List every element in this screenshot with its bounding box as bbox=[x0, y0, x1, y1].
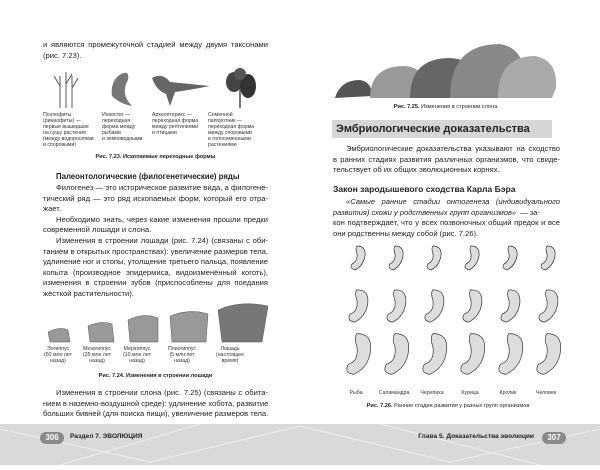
figure-item-caption: форма между bbox=[102, 124, 136, 130]
horse-caption: назад) bbox=[174, 358, 190, 364]
paragraph-line: тельствует об их общих эволюционных корнях. bbox=[333, 165, 500, 175]
horse-caption: Плиогиппус bbox=[167, 346, 197, 352]
paragraph-line: жёсткой растительности). bbox=[43, 289, 134, 298]
figure-caption-text: Изменения в строении лошади bbox=[126, 373, 213, 379]
paragraph-line: Изменения в строении слона (рис. 7.25) (связаны с обита- bbox=[56, 388, 268, 397]
quote-tail: — за- bbox=[520, 207, 540, 217]
figure-item-caption: и птицами bbox=[152, 130, 177, 136]
section-title: Раздел 7. ЭВОЛЮЦИЯ bbox=[70, 433, 143, 440]
paragraph-line: нием в наземно-воздушной среде): удлинение хобота, развитие bbox=[43, 398, 269, 408]
footer-pattern bbox=[0, 424, 600, 465]
figure-item-caption: и земноводными bbox=[102, 136, 143, 142]
embryo-icon bbox=[389, 246, 403, 270]
embryo-icon bbox=[499, 334, 523, 375]
embryo-icon bbox=[537, 334, 561, 375]
moeritherium-icon bbox=[335, 80, 372, 98]
figure-item-caption: на сушу растения bbox=[43, 130, 86, 136]
figure-item-caption: рыбами bbox=[102, 130, 121, 136]
intro-text: и являются промежуточной стадией между двумя таксонами bbox=[43, 40, 268, 49]
merychippus-icon bbox=[128, 315, 158, 342]
paragraph-line: они родственны между собой (рис. 7.26). bbox=[333, 228, 479, 238]
horse-caption: Эогиппус bbox=[46, 346, 70, 352]
embryo-icon bbox=[539, 290, 558, 322]
horse-caption: назад) bbox=[89, 358, 105, 364]
embryo-icon bbox=[465, 246, 479, 270]
horse-caption: назад) bbox=[50, 358, 66, 364]
page-number-left: 306 bbox=[40, 432, 64, 444]
horse-caption: Мерігиппус bbox=[123, 346, 151, 352]
chapter-title: Глава 5. Доказательства эволюции bbox=[418, 433, 534, 440]
horse-caption: (5 млн лет bbox=[169, 352, 195, 358]
quote-line: «Самые ранние стадии онтогенеза (индивидуального bbox=[346, 197, 560, 206]
embryo-icon bbox=[423, 334, 447, 375]
organism-label: Саламандра bbox=[378, 390, 410, 396]
embryo-icon bbox=[385, 334, 409, 375]
paragraph-line: Филогенез — это историческое развитие вида, а филогене- bbox=[56, 183, 268, 192]
mesohippus-icon bbox=[88, 322, 114, 342]
figure-caption bbox=[333, 104, 558, 110]
figure-item-caption: первые вышедшие bbox=[43, 124, 89, 130]
seed-fern-icon bbox=[226, 68, 256, 108]
figure-caption-text: Ископаемые переходные формы bbox=[122, 154, 216, 160]
embryo-icon bbox=[351, 246, 365, 270]
figure-item-caption: папоротник — bbox=[208, 118, 243, 124]
horse-evolution-illustration bbox=[40, 300, 280, 345]
paragraph-line: удлинение ног и стопы, утолщение третьего пальца, появление bbox=[43, 257, 268, 267]
paragraph-line: Изменения в строении лошади (рис. 7.24) (связаны с оби- bbox=[56, 236, 268, 245]
horse-caption: (10 млн лет bbox=[123, 352, 151, 358]
paragraph-line: Необходимо знать, через какие изменения прошли предки bbox=[56, 214, 268, 224]
organism-label: Курица bbox=[461, 390, 479, 396]
embryo-icon bbox=[463, 290, 482, 322]
paragraph-line: изменения в строении зубов (приспособлены для поедания bbox=[43, 278, 268, 288]
paragraph-line: жает. bbox=[43, 204, 62, 214]
figure-item-caption: переходная форма bbox=[208, 124, 255, 130]
paragraph-line: современной лошади и слона. bbox=[43, 225, 152, 235]
horse-caption: (настоящее bbox=[215, 352, 245, 358]
organism-label: Черепаха bbox=[420, 390, 444, 396]
section-heading-text: Эмбриологические доказательства bbox=[336, 123, 530, 135]
section-heading: Палеонтологические (филогенетические) ряды bbox=[56, 172, 240, 181]
embryo-icon bbox=[425, 290, 444, 322]
paragraph-line: танием в открытых пространствах): увеличение размеров тела, bbox=[43, 246, 268, 256]
figure-item-caption: и голосеменными bbox=[208, 136, 251, 142]
figure-label: Рис. 7.26. bbox=[366, 403, 393, 409]
figure-caption-text: Ранние стадии развития у разных групп организмов bbox=[394, 403, 530, 409]
eohippus-icon bbox=[48, 328, 70, 342]
paragraph-line: больших бивней (для поиска пищи), увеличение размеров тела. bbox=[43, 409, 269, 419]
embryo-icon bbox=[347, 334, 371, 375]
intro-text: (рис. 7.23). bbox=[43, 50, 82, 60]
section-heading-box bbox=[332, 120, 552, 138]
figure-item-caption: и споровыми) bbox=[43, 142, 77, 148]
paragraph-line: тический ряд — это ряд ископаемых форм, который его отра- bbox=[43, 193, 268, 203]
subheading: Закон зародышевого сходства Карла Бэра bbox=[333, 184, 516, 194]
figure-item-caption: растениями bbox=[208, 142, 237, 148]
embryo-icon bbox=[501, 290, 520, 322]
figure-item-caption: переходная форма bbox=[152, 118, 199, 124]
archaeopteryx-icon bbox=[152, 76, 210, 106]
figure-caption bbox=[333, 403, 563, 409]
figure-item-caption: между споровыми bbox=[208, 130, 252, 136]
figure-caption bbox=[43, 154, 268, 160]
horse-caption: Лошадь bbox=[220, 346, 240, 352]
ichthyostega-icon bbox=[112, 73, 132, 106]
figure-label: Рис. 7.24. bbox=[98, 373, 125, 379]
figure-caption bbox=[43, 373, 268, 379]
figure-item-caption: (риниофиты) — bbox=[43, 118, 81, 124]
figure-label: Рис. 7.23. bbox=[95, 154, 122, 160]
embryo-icon bbox=[461, 334, 485, 375]
paragraph-line: в ранних стадиях развития различных организмов, что свиде- bbox=[333, 154, 560, 164]
pliohippus-icon bbox=[170, 311, 208, 342]
embryo-icon bbox=[387, 290, 406, 322]
figure-item-caption: Археоптерикс — bbox=[152, 112, 192, 118]
figure-item-caption: Псилофиты bbox=[43, 112, 72, 118]
embryo-icon bbox=[503, 246, 517, 270]
horse-caption: (35 млн лет bbox=[83, 352, 111, 358]
horse-caption: (50 млн лет bbox=[44, 352, 72, 358]
embryo-icon bbox=[427, 246, 441, 270]
figure-item-caption: переходная bbox=[102, 118, 131, 124]
psilophyte-icon bbox=[54, 72, 78, 108]
page-number-right: 307 bbox=[542, 432, 566, 444]
figure-caption-text: Изменения в строении слона bbox=[421, 104, 498, 110]
organism-label: Кролик bbox=[499, 390, 517, 396]
horse-caption: время) bbox=[221, 358, 239, 364]
organism-label: Человек bbox=[536, 390, 556, 396]
elephant-evolution-illustration bbox=[330, 38, 560, 100]
figure-item-caption: (между водорослями bbox=[43, 136, 94, 142]
horse-icon bbox=[218, 304, 268, 342]
embryo-stages-illustration bbox=[330, 240, 570, 390]
paragraph-line: копыта (производное эпидермиса, видоизменённый коготь), bbox=[43, 267, 268, 277]
horse-caption: назад) bbox=[129, 358, 145, 364]
footer-band bbox=[0, 424, 600, 465]
organism-label: Рыба bbox=[349, 390, 363, 396]
figure-label: Рис. 7.25. bbox=[393, 104, 420, 110]
figure-item-caption: Семенной bbox=[208, 112, 233, 118]
paragraph-line: кон подтверждает, что у всех позвоночных общий предок и все bbox=[333, 218, 560, 227]
embryo-icon bbox=[349, 290, 368, 322]
horse-caption: Мезогиппус bbox=[83, 346, 111, 352]
figure-item-caption: между рептилиями bbox=[152, 124, 198, 130]
quote-line: развития) схожи у родственных групп организмов» bbox=[333, 207, 516, 217]
transitional-forms-illustration bbox=[40, 66, 270, 110]
figure-item-caption: Ихиостег — bbox=[102, 112, 131, 118]
paragraph-line: Эмбриологические доказательства указывают на сходство bbox=[346, 144, 560, 153]
embryo-icon bbox=[541, 246, 555, 270]
